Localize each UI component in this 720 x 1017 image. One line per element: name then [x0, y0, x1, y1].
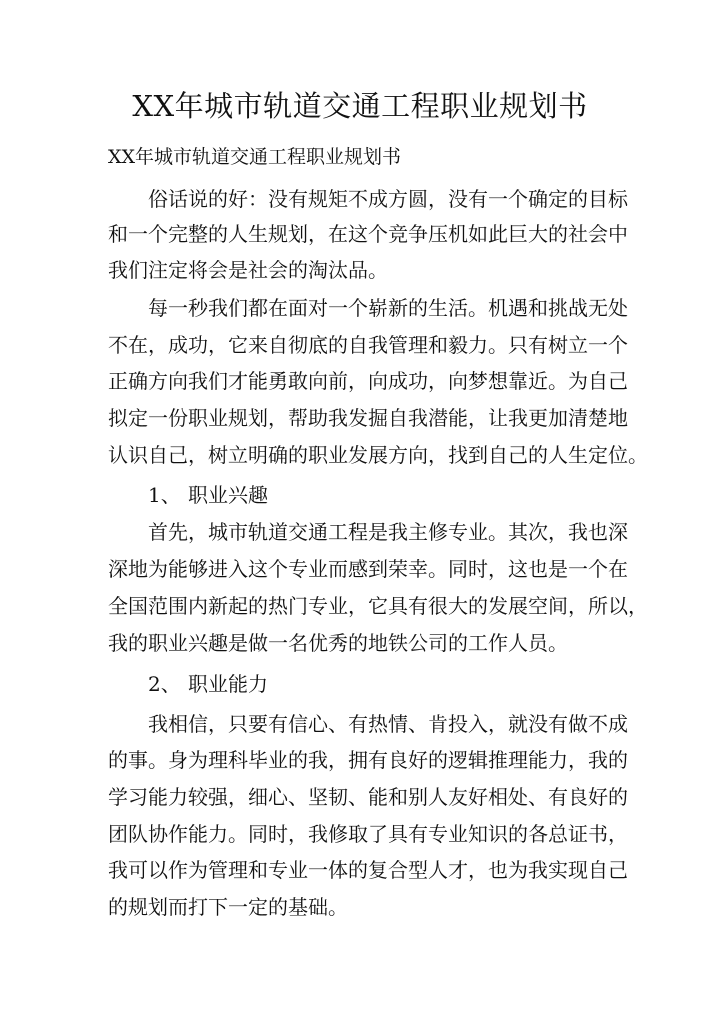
paragraph-line: 拟定一份职业规划，帮助我发掘自我潜能，让我更加清楚地: [108, 406, 628, 430]
paragraph-line: 认识自己，树立明确的职业发展方向，找到自己的人生定位。: [108, 443, 648, 467]
paragraph-line: 我的职业兴趣是做一名优秀的地铁公司的工作人员。: [108, 631, 568, 655]
paragraph-line: 我们注定将会是社会的淘汰品。: [108, 258, 388, 282]
paragraph-line: 每一秒我们都在面对一个崭新的生活。机遇和挑战无处: [148, 296, 628, 320]
paragraph-line: 深地为能够进入这个专业而感到荣幸。同时，这也是一个在: [108, 557, 628, 581]
paragraph-line: 团队协作能力。同时，我修取了具有专业知识的各总证书，: [108, 822, 628, 846]
paragraph-line: 学习能力较强，细心、坚韧、能和别人友好相处、有良好的: [108, 785, 628, 809]
section-number: 2、: [148, 672, 181, 696]
document-subtitle: XX年城市轨道交通工程职业规划书: [108, 146, 402, 168]
section-number: 1、: [148, 483, 181, 507]
paragraph-line: 全国范围内新起的热门专业，它具有很大的发展空间，所以，: [108, 594, 648, 618]
paragraph-line: 俗话说的好：没有规矩不成方圆，没有一个确定的目标: [148, 187, 628, 211]
paragraph-line: 正确方向我们才能勇敢向前，向成功，向梦想靠近。为自己: [108, 369, 628, 393]
paragraph-line: 的规划而打下一定的基础。: [108, 895, 348, 919]
section-title: 职业能力: [188, 672, 268, 696]
section-heading: [148, 670, 268, 698]
paragraph-line: 首先，城市轨道交通工程是我主修专业。其次，我也深: [148, 520, 628, 544]
paragraph-line: 不在，成功，它来自彻底的自我管理和毅力。只有树立一个: [108, 333, 628, 357]
page-title: XX年城市轨道交通工程职业规划书: [132, 89, 588, 123]
paragraph-line: 我可以作为管理和专业一体的复合型人才，也为我实现自己: [108, 858, 628, 882]
section-title: 职业兴趣: [188, 483, 268, 507]
paragraph-line: 和一个完整的人生规划，在这个竞争压机如此巨大的社会中: [108, 222, 628, 246]
section-heading: [148, 481, 268, 509]
paragraph-line: 我相信，只要有信心、有热情、肯投入，就没有做不成: [148, 712, 628, 736]
paragraph-line: 的事。身为理科毕业的我，拥有良好的逻辑推理能力，我的: [108, 748, 628, 772]
